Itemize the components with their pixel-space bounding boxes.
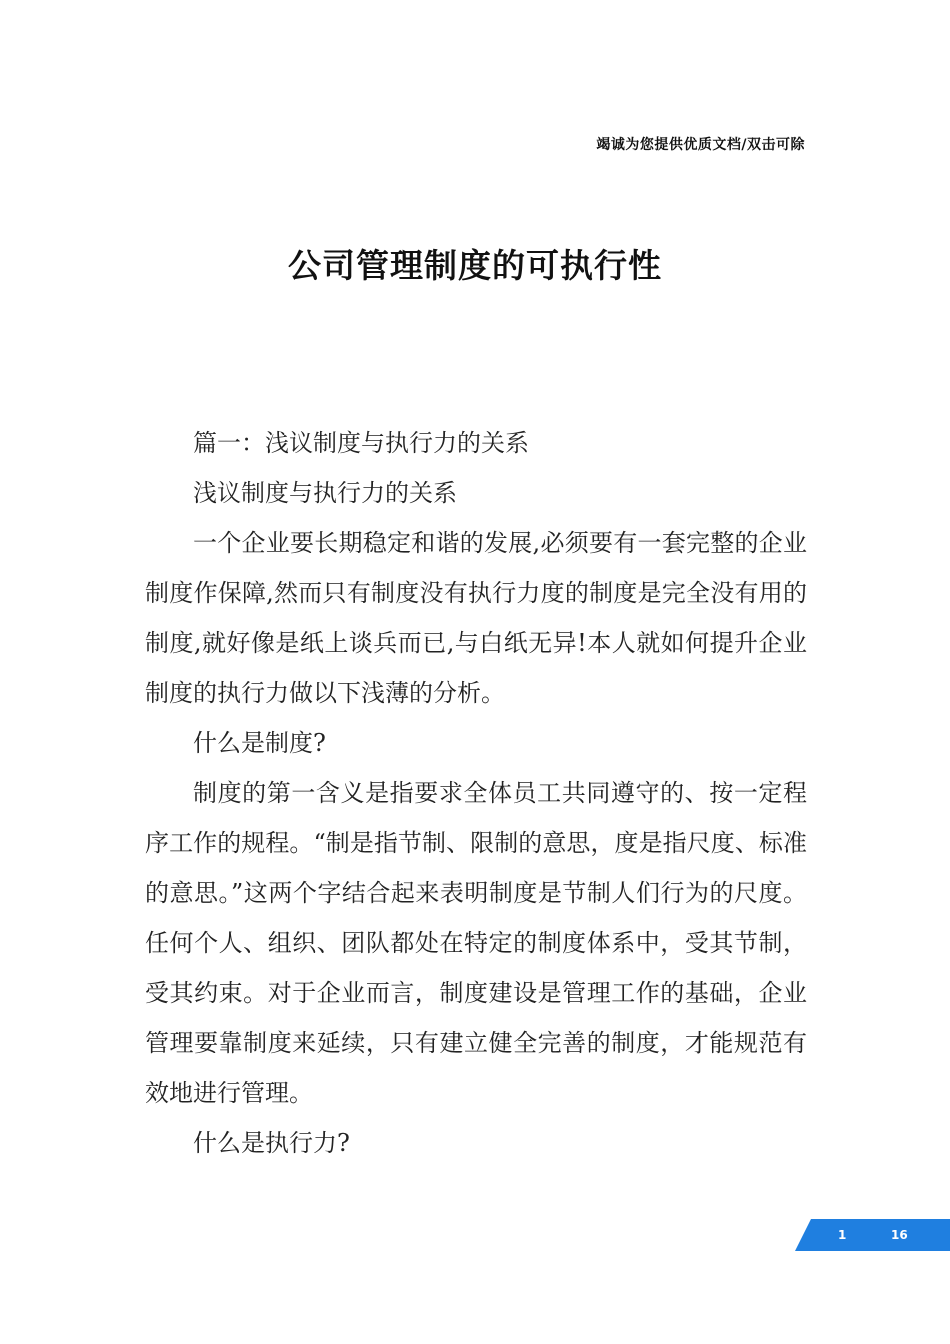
question-heading: 什么是执行力? [193, 1129, 350, 1157]
body-paragraph: 制度的第一含义是指要求全体员工共同遵守的、按一定程序工作的规程。“制是指节制、限制的意思，度是指尺度、标准的意思。”这两个字结合起来表明制度是节制人们行为的尺度。任何个人、组织、团队都处在特定的制度体系中，受其节制，受其约束。对于企业而言，制度建设是管理工作的基础，企业管理要靠制度来延续，只有建立健全完善的制度，才能规范有效地进行管理。 [145, 779, 807, 1107]
page-badge-background [795, 1219, 950, 1251]
page-number-badge [795, 1219, 950, 1251]
article-title: 浅议制度与执行力的关系 [193, 479, 457, 507]
document-title: 公司管理制度的可执行性 [288, 246, 662, 285]
section-heading: 篇一：浅议制度与执行力的关系 [193, 429, 529, 457]
total-pages-number: 16 [891, 1228, 908, 1242]
current-page-number: 1 [838, 1228, 847, 1242]
question-heading: 什么是制度? [193, 729, 326, 757]
body-paragraph: 一个企业要长期稳定和谐的发展,必须要有一套完整的企业制度作保障,然而只有制度没有执行力度的制度是完全没有用的制度,就好像是纸上谈兵而已,与白纸无异!本人就如何提升企业制度的执行力做以下浅薄的分析。 [145, 529, 807, 707]
header-note: 竭诚为您提供优质文档/双击可除 [596, 137, 805, 153]
document-body [145, 418, 807, 1168]
